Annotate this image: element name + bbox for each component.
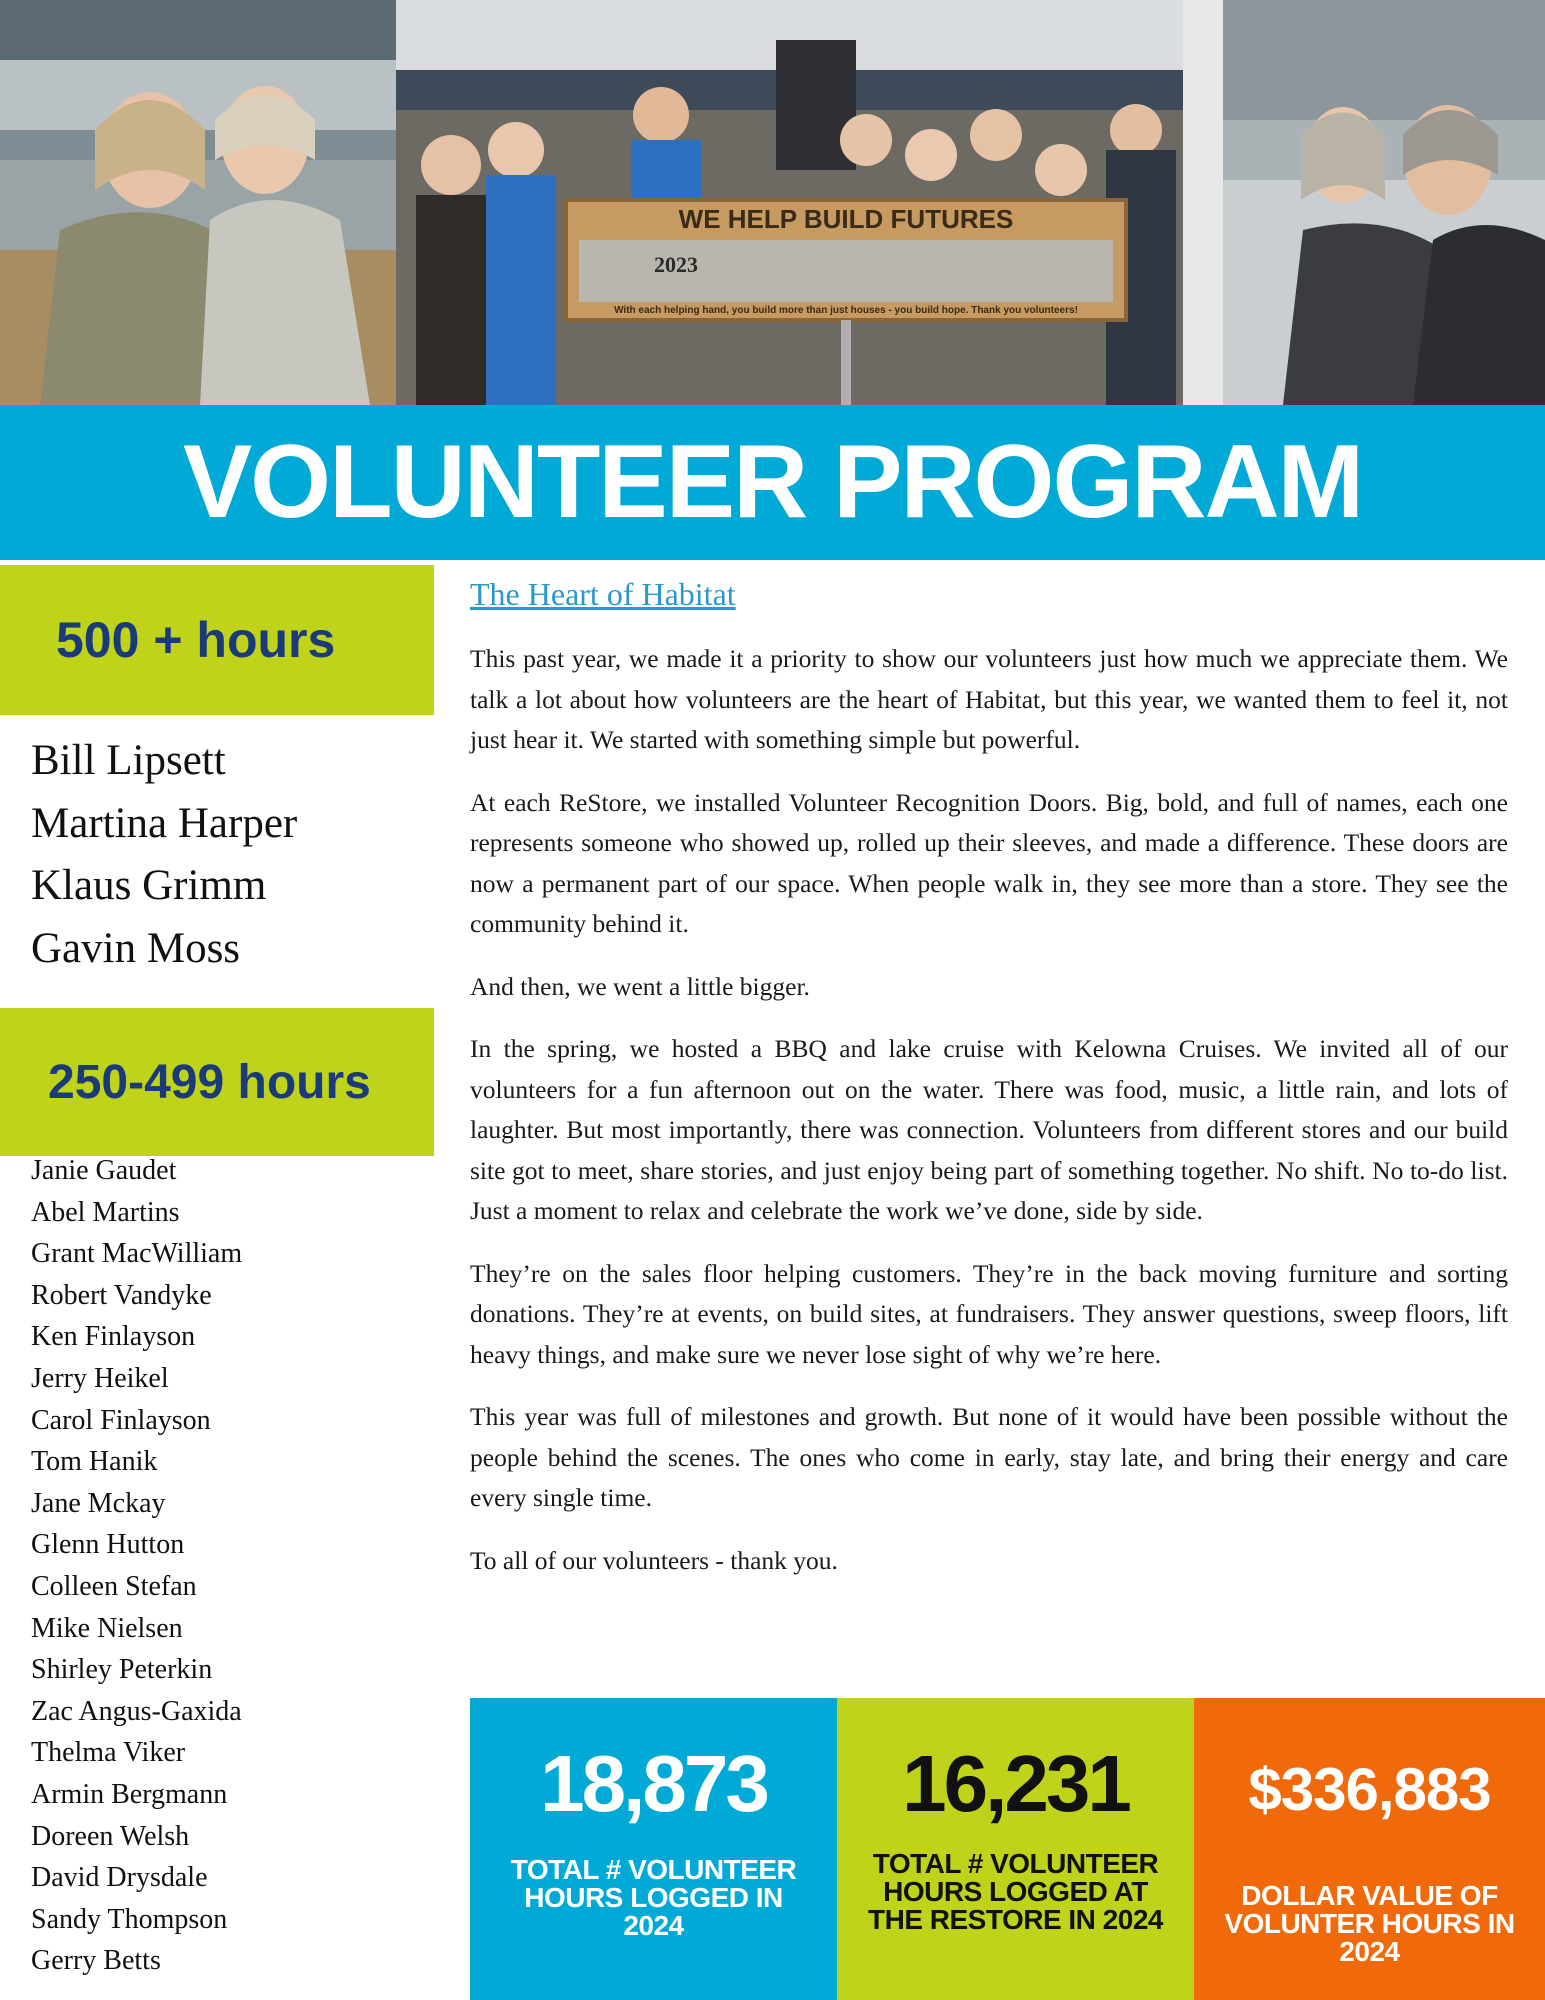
- stat-label: TOTAL # VOLUNTEER HOURS LOGGED AT THE RESTORE IN 2024: [868, 1848, 1163, 1935]
- stat-dollar-value: [1194, 1698, 1545, 2000]
- stat-value: 18,873: [540, 1739, 767, 1828]
- stat-label: TOTAL # VOLUNTEER HOURS LOGGED IN 2024: [510, 1854, 797, 1941]
- article-paragraph: And then, we went a little bigger.: [470, 971, 810, 1001]
- photo-volunteers-boat-right: [1183, 0, 1545, 405]
- volunteer-name: Jerry Heikel: [31, 1362, 169, 1394]
- volunteer-name: Mike Nielsen: [31, 1612, 183, 1644]
- tier-500-names: [31, 730, 297, 980]
- volunteer-name: Gerry Betts: [31, 1945, 161, 1977]
- volunteer-name: Klaus Grimm: [31, 862, 267, 909]
- stat-value: 16,231: [902, 1739, 1129, 1828]
- article-paragraph: This past year, we made it a priority to show our volunteers just how much we appreciate them. We talk a lot about how volunteers are the heart of Habitat, but this year, we wanted them to feel it, not just hear it. We started with something simple but powerful.: [470, 644, 1508, 754]
- tier-250-label: 250-499 hours: [48, 1055, 371, 1109]
- tier-500-label: 500 + hours: [56, 612, 336, 668]
- volunteer-name: Martina Harper: [31, 799, 298, 847]
- title-band: [0, 405, 1545, 560]
- volunteer-name: Bill Lipsett: [31, 737, 226, 784]
- stat-value: $336,883: [1248, 1756, 1491, 1823]
- volunteer-name: Glenn Hutton: [31, 1529, 185, 1561]
- article-paragraph: In the spring, we hosted a BBQ and lake cruise with Kelowna Cruises. We invited all of our volunteers for a fun afternoon out on the water. There was food, music, a little rain, and lots of laughter. But most importantly, there was connection. Volunteers from different stores and our build site got to meet, share stories, and just enjoy being part of something together. No shift. No to-do list. Just a moment to relax and celebrate the work we’ve done, side by side.: [470, 1034, 1508, 1225]
- tier-500-heading: [0, 565, 434, 715]
- article-paragraph: This year was full of milestones and growth. But none of it would have been possible without the people behind the scenes. The ones who come in early, stay late, and bring their energy and care every single time.: [470, 1402, 1508, 1512]
- tier-250-heading: [0, 1008, 434, 1156]
- volunteer-name: Gavin Moss: [31, 924, 241, 972]
- volunteer-name: Ken Finlayson: [31, 1321, 196, 1353]
- plaque-caption: With each helping hand, you build more than just houses - you build hope. Thank you volunteers!: [614, 305, 1078, 316]
- stat-label: DOLLAR VALUE OF VOLUNTER HOURS IN 2024: [1224, 1880, 1515, 1967]
- photo-strip: [0, 0, 1545, 405]
- volunteer-name: Grant MacWilliam: [31, 1238, 243, 1270]
- article-paragraph: To all of our volunteers - thank you.: [470, 1545, 838, 1575]
- volunteer-name: Carol Finlayson: [31, 1404, 211, 1436]
- volunteer-name: Robert Vandyke: [31, 1279, 212, 1311]
- volunteer-name: Shirley Peterkin: [31, 1654, 213, 1686]
- volunteer-name: Sandy Thompson: [31, 1903, 228, 1935]
- plaque-year: 2023: [654, 252, 698, 277]
- volunteer-name: Thelma Viker: [31, 1737, 186, 1769]
- volunteer-name: Jane Mckay: [31, 1487, 166, 1519]
- photo-volunteers-boat-left: [0, 0, 396, 405]
- photo-volunteers-plaque: [396, 0, 1183, 405]
- page-title: VOLUNTEER PROGRAM: [182, 424, 1363, 540]
- volunteer-name: Tom Hanik: [31, 1446, 158, 1478]
- stat-total-volunteer-hours: [470, 1698, 837, 2000]
- article-paragraph: They’re on the sales floor helping customers. They’re in the back moving furniture and sorting donations. They’re at events, on build sites, at fundraisers. They answer questions, sweep floors, lift heavy things, and make sure we never lose sight of why we’re here.: [470, 1258, 1508, 1369]
- plaque-title: WE HELP BUILD FUTURES: [678, 204, 1014, 234]
- article-paragraph: At each ReStore, we installed Volunteer Recognition Doors. Big, bold, and full of names, each one represents someone who showed up, rolled up their sleeves, and made a difference. These doors are now a permanent part of our space. When people walk in, they see more than a store. They see the community behind it.: [470, 787, 1508, 938]
- volunteer-name: Doreen Welsh: [31, 1820, 190, 1852]
- volunteer-name: Janie Gaudet: [31, 1155, 177, 1186]
- tier-250-names: [31, 1150, 242, 1982]
- volunteer-name: Abel Martins: [31, 1196, 180, 1228]
- article-heading-link[interactable]: The Heart of Habitat: [470, 576, 736, 612]
- volunteer-name: Zac Angus-Gaxida: [31, 1695, 242, 1727]
- volunteer-name: Colleen Stefan: [31, 1570, 197, 1602]
- volunteer-name: Armin Bergmann: [31, 1778, 228, 1810]
- article: [470, 576, 1508, 1603]
- stat-restore-volunteer-hours: [837, 1698, 1194, 2000]
- volunteer-name: David Drysdale: [31, 1862, 208, 1894]
